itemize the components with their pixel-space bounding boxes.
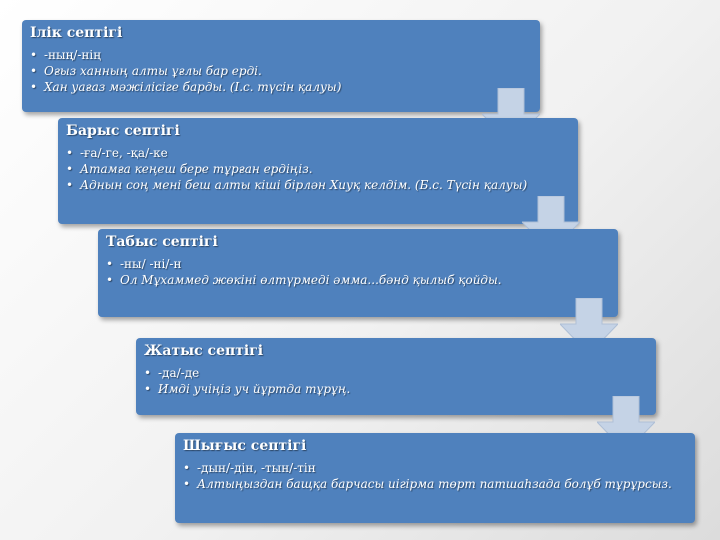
step-bullets bbox=[183, 461, 685, 492]
bullet-example: • Атамға кеңеш бере тұрған ердіңіз. bbox=[66, 162, 568, 177]
bullet-example: • Хан уағаз мәжілісіге барды. (І.с. түсін қалуы) bbox=[30, 80, 530, 95]
step-bullets bbox=[30, 48, 530, 95]
bullet-suffix: • -ға/-ге, -қа/-ке bbox=[66, 146, 568, 161]
bullet-suffix: • -ның/-нің bbox=[30, 48, 530, 63]
step-box-genitive bbox=[22, 20, 540, 112]
step-bullets bbox=[144, 366, 646, 397]
bullet-example: • Алтыңыздан бащқа барчасы иігірма төрт патшаһзада болұб тұрұрсыз. bbox=[183, 477, 685, 492]
step-bullets bbox=[106, 257, 608, 288]
step-title: Ілік септігі bbox=[30, 25, 123, 41]
bullet-suffix: • -ны/ -ні/-н bbox=[106, 257, 608, 272]
step-box-accusative bbox=[98, 229, 618, 317]
step-title: Барыс септігі bbox=[66, 123, 180, 139]
step-title: Шығыс септігі bbox=[183, 438, 307, 454]
bullet-example: • Ол Мұхаммед жөкіні өлтүрмеді әмма...бәнд қылыб қойды. bbox=[106, 273, 608, 288]
bullet-example: • Оғыз ханның алты ұғлы бар ерді. bbox=[30, 64, 530, 79]
bullet-example: • Имді учіңіз уч йұртда тұрұң. bbox=[144, 382, 646, 397]
step-box-locative bbox=[136, 338, 656, 415]
bullet-suffix: • -да/-де bbox=[144, 366, 646, 381]
bullet-suffix: • -дын/-дін, -тын/-тін bbox=[183, 461, 685, 476]
step-title: Жатыс септігі bbox=[144, 343, 264, 359]
step-bullets bbox=[66, 146, 568, 193]
bullet-example: • Аднын соң мені беш алты кіші бірлән Хиуқ келдім. (Б.с. Түсін қалуы) bbox=[66, 178, 568, 193]
step-box-ablative bbox=[175, 433, 695, 523]
step-box-dative bbox=[58, 118, 578, 224]
step-title: Табыс септігі bbox=[106, 234, 218, 250]
